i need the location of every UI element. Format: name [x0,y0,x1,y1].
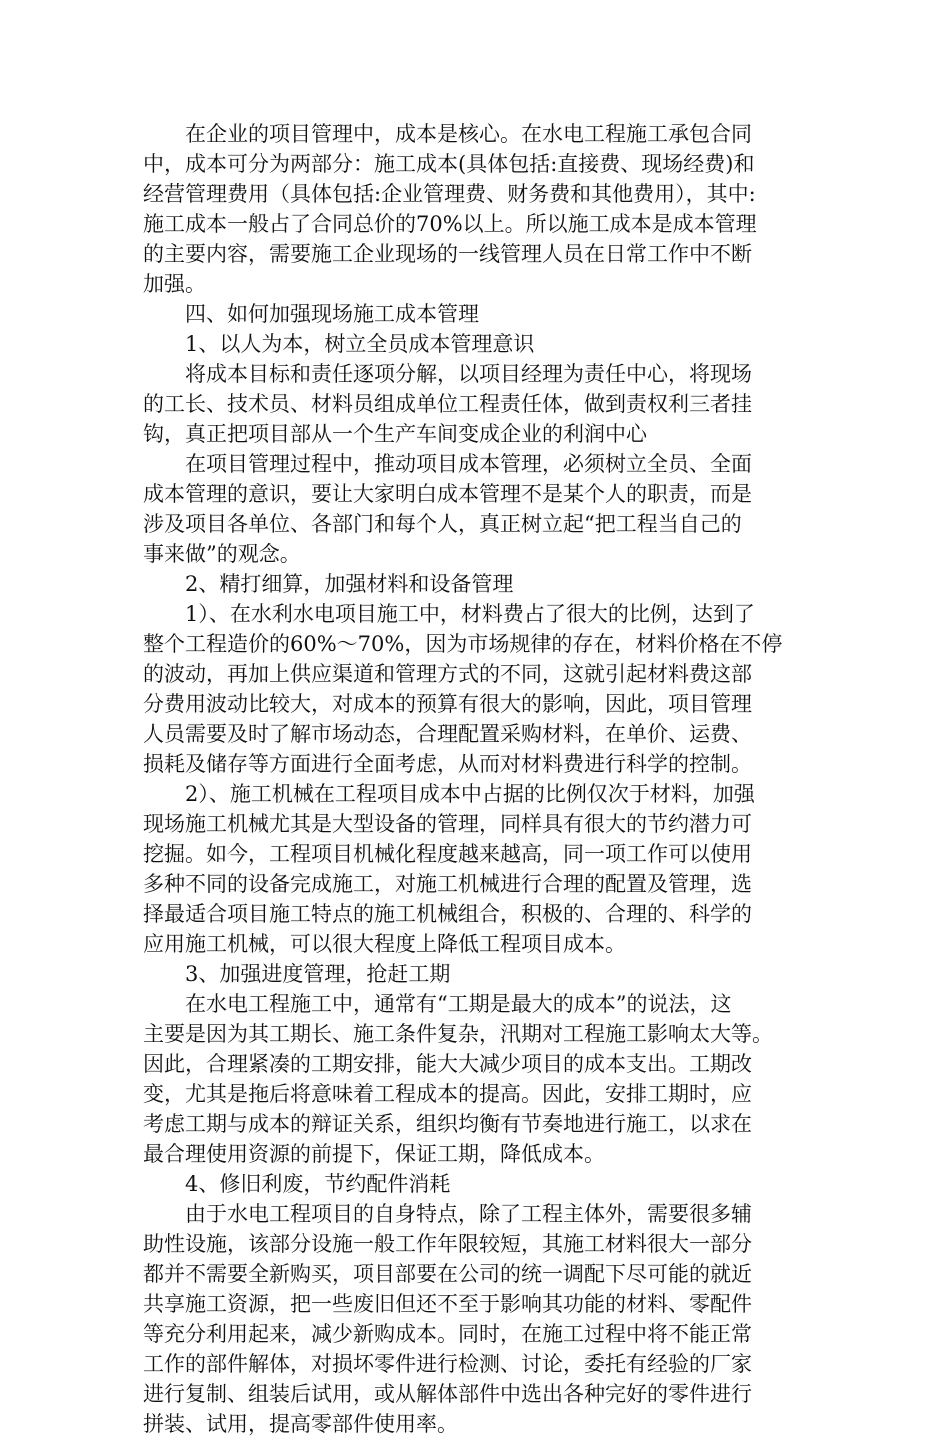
text-line: 因此，合理紧凑的工期安排，能大大减少项目的成本支出。工期改 [143,1052,752,1076]
text-line: 整个工程造价的60%～70%，因为市场规律的存在，材料价格在不停 [143,632,783,656]
text-line: 由于水电工程项目的自身特点，除了工程主体外，需要很多辅 [185,1202,752,1226]
text-line: 择最适合项目施工特点的施工机械组合，积极的、合理的、科学的 [143,902,752,926]
text-line: 在水电工程施工中，通常有“工期是最大的成本”的说法，这 [185,992,732,1016]
text-line: 损耗及储存等方面进行全面考虑，从而对材料费进行科学的控制。 [143,752,752,776]
text-line: 2）、施工机械在工程项目成本中占据的比例仅次于材料，加强 [185,782,755,806]
text-line: 施工成本一般占了合同总价的70%以上。所以施工成本是成本管理 [143,212,757,236]
text-line: 等充分利用起来，减少新购成本。同时，在施工过程中将不能正常 [143,1322,752,1346]
text-line: 成本管理的意识，要让大家明白成本管理不是某个人的职责，而是 [143,482,752,506]
text-line: 进行复制、组装后试用，或从解体部件中选出各种完好的零件进行 [143,1382,752,1406]
text-line: 人员需要及时了解市场动态，合理配置采购材料，在单价、运费、 [143,722,752,746]
document-body [143,119,808,1439]
text-line: 都并不需要全新购买，项目部要在公司的统一调配下尽可能的就近 [143,1262,752,1286]
text-line: 将成本目标和责任逐项分解，以项目经理为责任中心，将现场 [185,362,752,386]
text-line: 加强。 [143,272,206,296]
text-line: 最合理使用资源的前提下，保证工期，降低成本。 [143,1142,605,1166]
text-line: 考虑工期与成本的辩证关系，组织均衡有节奏地进行施工，以求在 [143,1112,752,1136]
text-line: 的波动，再加上供应渠道和管理方式的不同，这就引起材料费这部 [143,662,752,686]
text-line: 经营管理费用（具体包括:企业管理费、财务费和其他费用），其中: [143,182,756,206]
text-line: 4、修旧利废，节约配件消耗 [185,1172,451,1196]
text-line: 挖掘。如今，工程项目机械化程度越来越高，同一项工作可以使用 [143,842,752,866]
text-line: 2、精打细算，加强材料和设备管理 [185,572,514,596]
text-line: 涉及项目各单位、各部门和每个人，真正树立起“把工程当自己的 [143,512,742,536]
text-line: 的工长、技术员、材料员组成单位工程责任体，做到责权利三者挂 [143,392,752,416]
text-line: 在项目管理过程中，推动项目成本管理，必须树立全员、全面 [185,452,752,476]
text-line: 多种不同的设备完成施工，对施工机械进行合理的配置及管理，选 [143,872,752,896]
text-line: 助性设施，该部分设施一般工作年限较短，其施工材料很大一部分 [143,1232,752,1256]
text-line: 3、加强进度管理，抢赶工期 [185,962,451,986]
text-line: 现场施工机械尤其是大型设备的管理，同样具有很大的节约潜力可 [143,812,752,836]
text-line: 主要是因为其工期长、施工条件复杂，汛期对工程施工影响太大等。 [143,1022,773,1046]
text-line: 在企业的项目管理中，成本是核心。在水电工程施工承包合同 [185,122,752,146]
text-line: 事来做”的观念。 [143,542,301,566]
text-line: 共享施工资源，把一些废旧但还不至于影响其功能的材料、零配件 [143,1292,752,1316]
text-line: 拼装、试用，提高零部件使用率。 [143,1412,458,1436]
text-line: 应用施工机械，可以很大程度上降低工程项目成本。 [143,932,626,956]
text-line: 工作的部件解体，对损坏零件进行检测、讨论，委托有经验的厂家 [143,1352,752,1376]
text-line: 分费用波动比较大，对成本的预算有很大的影响，因此，项目管理 [143,692,752,716]
text-line: 1、以人为本，树立全员成本管理意识 [185,332,535,356]
text-line: 的主要内容，需要施工企业现场的一线管理人员在日常工作中不断 [143,242,752,266]
text-line: 钩，真正把项目部从一个生产车间变成企业的利润中心 [143,422,647,446]
text-line: 1）、在水利水电项目施工中，材料费占了很大的比例，达到了 [185,602,755,626]
text-line: 四、如何加强现场施工成本管理 [185,302,479,326]
text-line: 中，成本可分为两部分：施工成本(具体包括:直接费、现场经费)和 [143,152,755,176]
text-line: 变，尤其是拖后将意味着工程成本的提高。因此，安排工期时，应 [143,1082,752,1106]
